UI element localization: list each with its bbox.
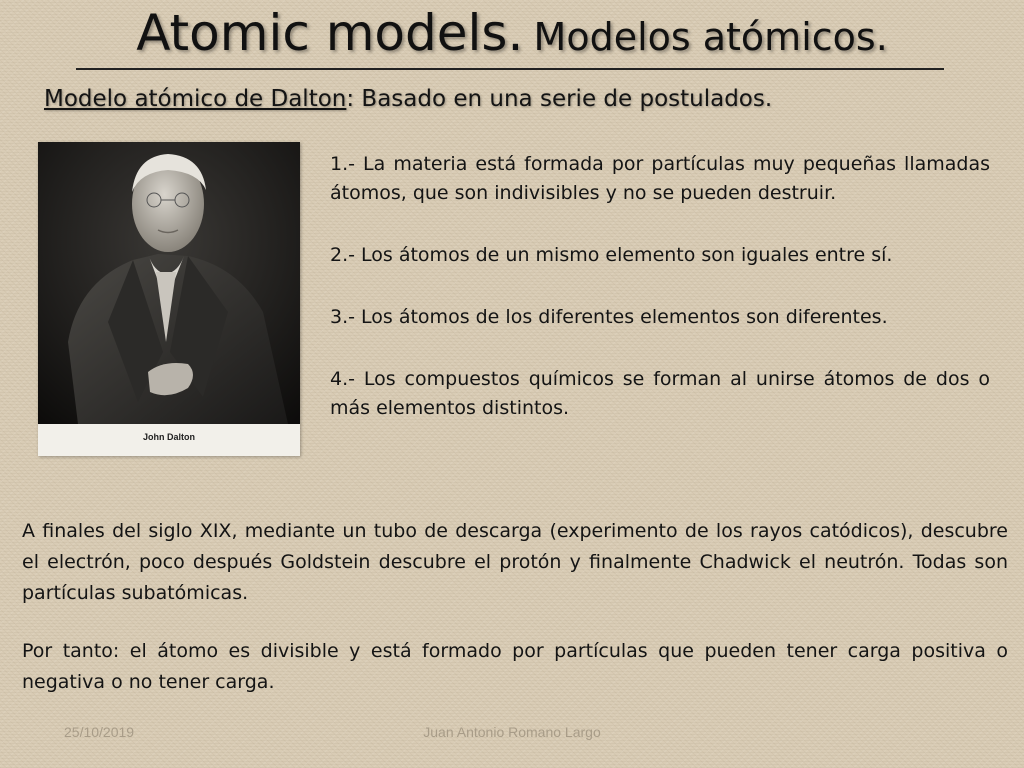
postulate-4: 4.- Los compuestos químicos se forman al unirse átomos de dos o más elementos distintos. (330, 368, 990, 419)
postulates-list (330, 150, 990, 456)
postulate-2: 2.- Los átomos de un mismo elemento son iguales entre sí. (330, 244, 893, 266)
postulate-3: 3.- Los átomos de los diferentes elementos son diferentes. (330, 306, 888, 328)
paragraph-conclusion: Por tanto: el átomo es divisible y está formado por partículas que pueden tener carga positiva o negativa o no tener carga. (22, 640, 1008, 693)
slide-title (0, 6, 1024, 61)
portrait-caption: John Dalton (143, 432, 195, 442)
body-text (22, 516, 1008, 725)
slide-subtitle (44, 86, 772, 112)
title-underline (76, 68, 944, 70)
dalton-portrait (38, 142, 300, 456)
postulate-1: 1.- La materia está formada por partículas muy pequeñas llamadas átomos, que son indivisibles y no se pueden destruir. (330, 153, 990, 204)
title-english: Atomic models. (136, 4, 524, 62)
title-spanish: Modelos atómicos. (533, 15, 888, 59)
paragraph-discovery: A finales del siglo XIX, mediante un tubo de descarga (experimento de los rayos catódicos), descubre el electrón, poco después Goldstein descubre el protón y finalmente Chadwick el neutrón. Todas son partículas subatómicas. (22, 520, 1008, 604)
footer-author: Juan Antonio Romano Largo (423, 724, 601, 740)
portrait-image (38, 142, 300, 456)
footer-date: 25/10/2019 (64, 724, 135, 740)
subtitle-topic: Modelo atómico de Dalton (44, 86, 347, 112)
subtitle-description: : Basado en una serie de postulados. (346, 86, 773, 112)
